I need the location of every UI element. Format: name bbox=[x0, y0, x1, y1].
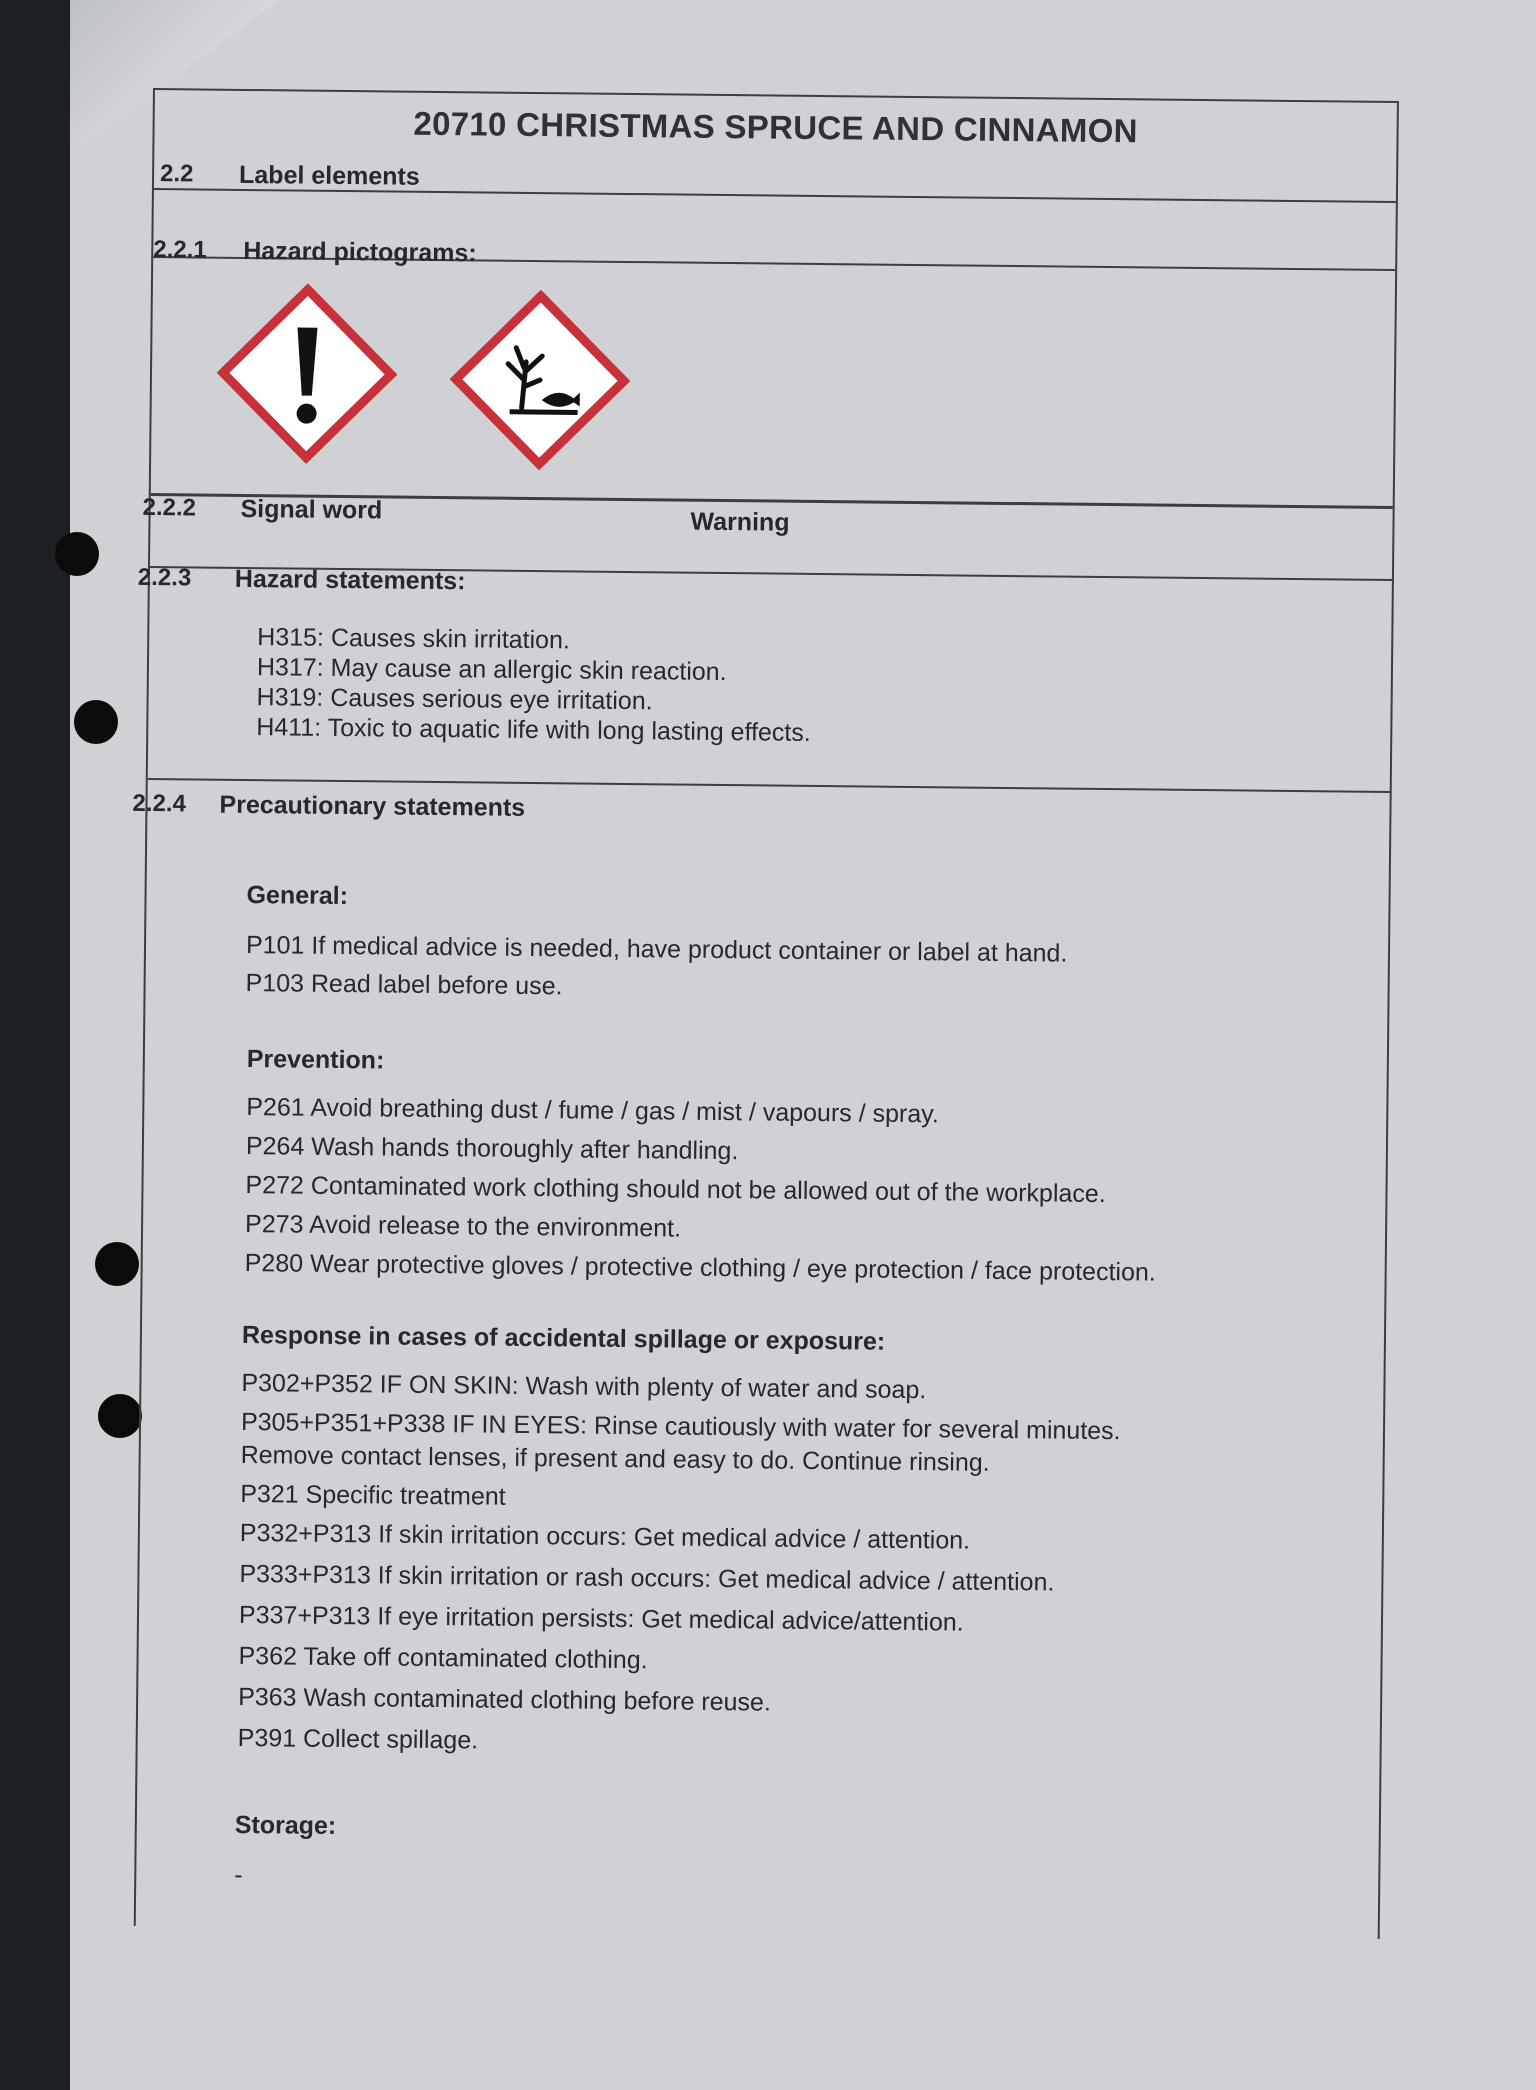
hazard-statement: H411: Toxic to aquatic life with long lasting effects. bbox=[256, 713, 811, 747]
prevention-statement: P264 Wash hands thoroughly after handling. bbox=[245, 1132, 739, 1166]
storage-value: - bbox=[234, 1860, 243, 1890]
prevention-statement: P273 Avoid release to the environment. bbox=[244, 1210, 682, 1243]
general-statement: P101 If medical advice is needed, have product container or label at hand. bbox=[245, 931, 1068, 968]
punch-hole bbox=[74, 700, 118, 744]
section-2-2-2-heading: Signal word bbox=[240, 494, 383, 525]
prevention-statement: P261 Avoid breathing dust / fume / gas / mist / vapours / spray. bbox=[246, 1093, 939, 1129]
punch-hole bbox=[98, 1394, 142, 1438]
section-2-2-number: 2.2 bbox=[159, 160, 194, 188]
document-title: 20710 CHRISTMAS SPRUCE AND CINNAMON bbox=[413, 104, 1138, 150]
hazard-statement: H319: Causes serious eye irritation. bbox=[256, 683, 653, 716]
punch-hole bbox=[55, 532, 99, 576]
section-2-2-2-number: 2.2.2 bbox=[142, 493, 197, 522]
prevention-heading: Prevention: bbox=[246, 1045, 385, 1075]
hazard-statement: H315: Causes skin irritation. bbox=[257, 623, 571, 655]
response-statement: Remove contact lenses, if present and easy to do. Continue rinsing. bbox=[240, 1440, 990, 1477]
hazard-statement: H317: May cause an allergic skin reaction. bbox=[256, 653, 727, 687]
section-2-2-3-heading: Hazard statements: bbox=[234, 564, 466, 596]
response-statement: P305+P351+P338 IF IN EYES: Rinse cautiously with water for several minutes. bbox=[240, 1407, 1121, 1446]
response-statement: P333+P313 If skin irritation or rash occurs: Get medical advice / attention. bbox=[239, 1559, 1055, 1597]
storage-heading: Storage: bbox=[234, 1810, 337, 1841]
prevention-statement: P280 Wear protective gloves / protective clothing / eye protection / face protection. bbox=[244, 1249, 1156, 1287]
general-statement: P103 Read label before use. bbox=[245, 969, 563, 1001]
signal-word-value: Warning bbox=[690, 507, 790, 537]
punch-hole bbox=[95, 1242, 139, 1286]
prevention-statement: P272 Contaminated work clothing should not be allowed out of the workplace. bbox=[245, 1171, 1106, 1209]
section-2-2-4-heading: Precautionary statements bbox=[219, 790, 526, 822]
section-2-2-4-number: 2.2.4 bbox=[132, 789, 187, 818]
sds-label-section bbox=[134, 88, 1399, 1939]
response-statement: P363 Wash contaminated clothing before reuse. bbox=[238, 1682, 772, 1717]
response-statement: P362 Take off contaminated clothing. bbox=[238, 1641, 648, 1675]
response-heading: Response in cases of accidental spillage or exposure: bbox=[241, 1321, 886, 1356]
response-statement: P391 Collect spillage. bbox=[237, 1723, 479, 1755]
response-statement: P302+P352 IF ON SKIN: Wash with plenty of water and soap. bbox=[241, 1368, 927, 1405]
response-statement: P321 Specific treatment bbox=[240, 1479, 506, 1511]
exclamation-mark-icon bbox=[216, 283, 398, 465]
general-heading: General: bbox=[246, 881, 349, 911]
section-2-2-1-number: 2.2.1 bbox=[153, 236, 207, 264]
environment-hazard-icon bbox=[449, 289, 631, 471]
section-2-2-1-heading: Hazard pictograms: bbox=[243, 236, 477, 268]
section-2-2-3-number: 2.2.3 bbox=[137, 563, 192, 592]
response-statement: P332+P313 If skin irritation occurs: Get medical advice / attention. bbox=[239, 1518, 971, 1555]
section-2-2-heading: Label elements bbox=[238, 160, 420, 191]
response-statement: P337+P313 If eye irritation persists: Get medical advice/attention. bbox=[238, 1600, 964, 1637]
